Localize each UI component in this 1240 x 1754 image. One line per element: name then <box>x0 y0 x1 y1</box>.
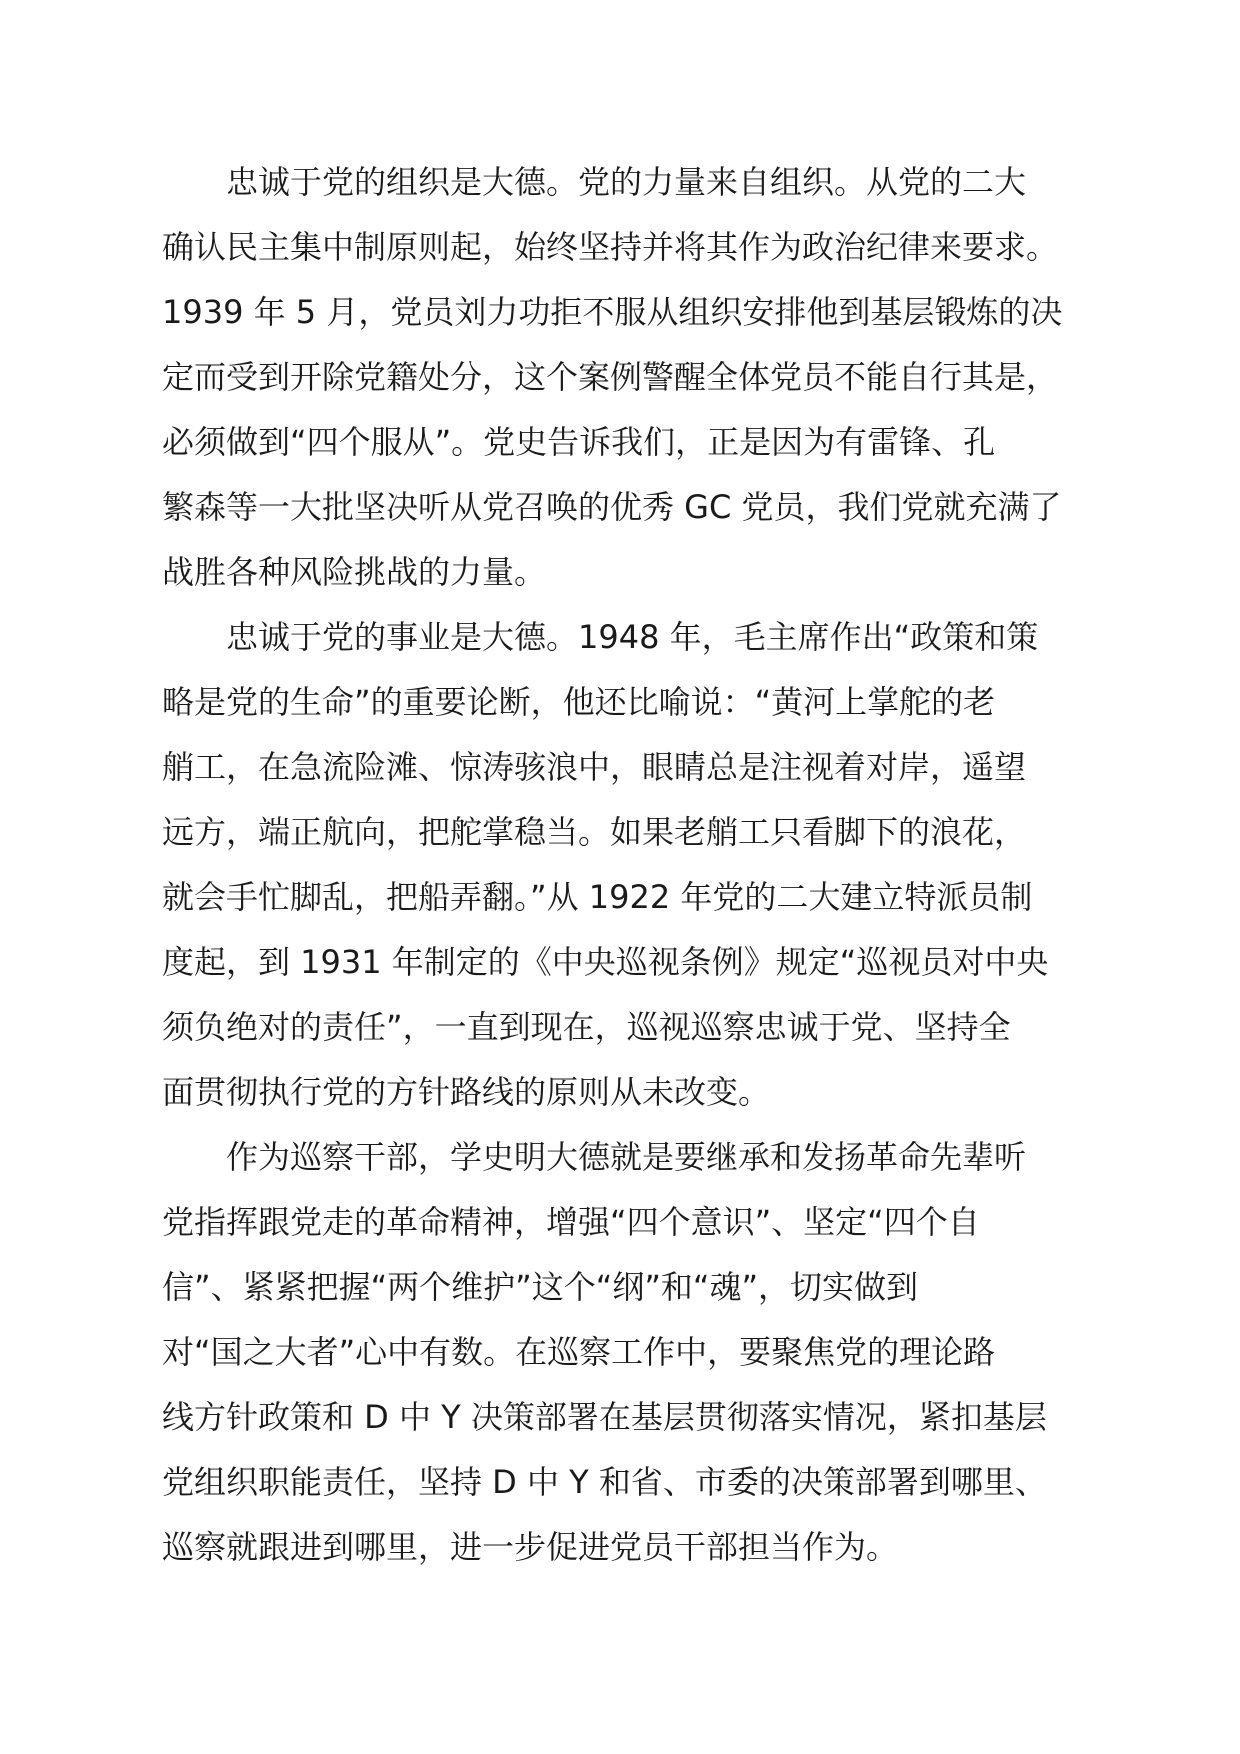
text-line: 忠诚于党的组织是大德。党的力量来自组织。从党的二大 <box>226 163 1027 201</box>
text-line: 党指挥跟党走的革命精神，增强“四个意识”、坚定“四个自 <box>162 1203 980 1241</box>
text-line: 远方，端正航向，把舵掌稳当。如果老艄工只看脚下的浪花， <box>162 813 1027 851</box>
text-line: 信”、紧紧把握“两个维护”这个“纲”和“魂”，切实做到 <box>162 1268 919 1306</box>
text-line: 度起，到 1931 年制定的《中央巡视条例》规定“巡视员对中央 <box>162 943 1049 981</box>
paragraph-1 <box>162 150 1122 605</box>
text-line: 对“国之大者”心中有数。在巡察工作中，要聚焦党的理论路 <box>162 1333 996 1371</box>
text-line: 确认民主集中制原则起，始终坚持并将其作为政治纪律来要求。 <box>162 228 1059 266</box>
text-line: 面贯彻执行党的方针路线的原则从未改变。 <box>162 1073 771 1111</box>
text-line: 须负绝对的责任”，一直到现在，巡视巡察忠诚于党、坚持全 <box>162 1008 1011 1046</box>
text-line: 战胜各种风险挑战的力量。 <box>162 553 547 591</box>
text-line: 略是党的生命”的重要论断，他还比喻说：“黄河上掌舵的老 <box>162 683 996 721</box>
text-line: 忠诚于党的事业是大德。1948 年，毛主席作出“政策和策 <box>226 618 1039 656</box>
text-line: 艄工，在急流险滩、惊涛骇浪中，眼睛总是注视着对岸，遥望 <box>162 748 1027 786</box>
text-line: 1939 年 5 月，党员刘力功拒不服从组织安排他到基层锻炼的决 <box>162 293 1063 331</box>
text-line: 巡察就跟进到哪里，进一步促进党员干部担当作为。 <box>162 1528 899 1566</box>
document-body <box>162 150 1122 1580</box>
text-line: 线方针政策和 D 中 Y 决策部署在基层贯彻落实情况，紧扣基层 <box>162 1398 1047 1436</box>
text-line: 必须做到“四个服从”。党史告诉我们，正是因为有雷锋、孔 <box>162 423 996 461</box>
text-line: 定而受到开除党籍处分，这个案例警醒全体党员不能自行其是， <box>162 358 1059 396</box>
text-line: 就会手忙脚乱，把船弄翻。”从 1922 年党的二大建立特派员制 <box>162 878 1033 916</box>
text-line: 繁森等一大批坚决听从党召唤的优秀 GC 党员，我们党就充满了 <box>162 488 1062 526</box>
paragraph-2 <box>162 605 1122 1125</box>
text-line: 作为巡察干部，学史明大德就是要继承和发扬革命先辈听 <box>226 1138 1027 1176</box>
text-line: 党组织职能责任，坚持 D 中 Y 和省、市委的决策部署到哪里、 <box>162 1463 1047 1501</box>
paragraph-3 <box>162 1125 1122 1580</box>
